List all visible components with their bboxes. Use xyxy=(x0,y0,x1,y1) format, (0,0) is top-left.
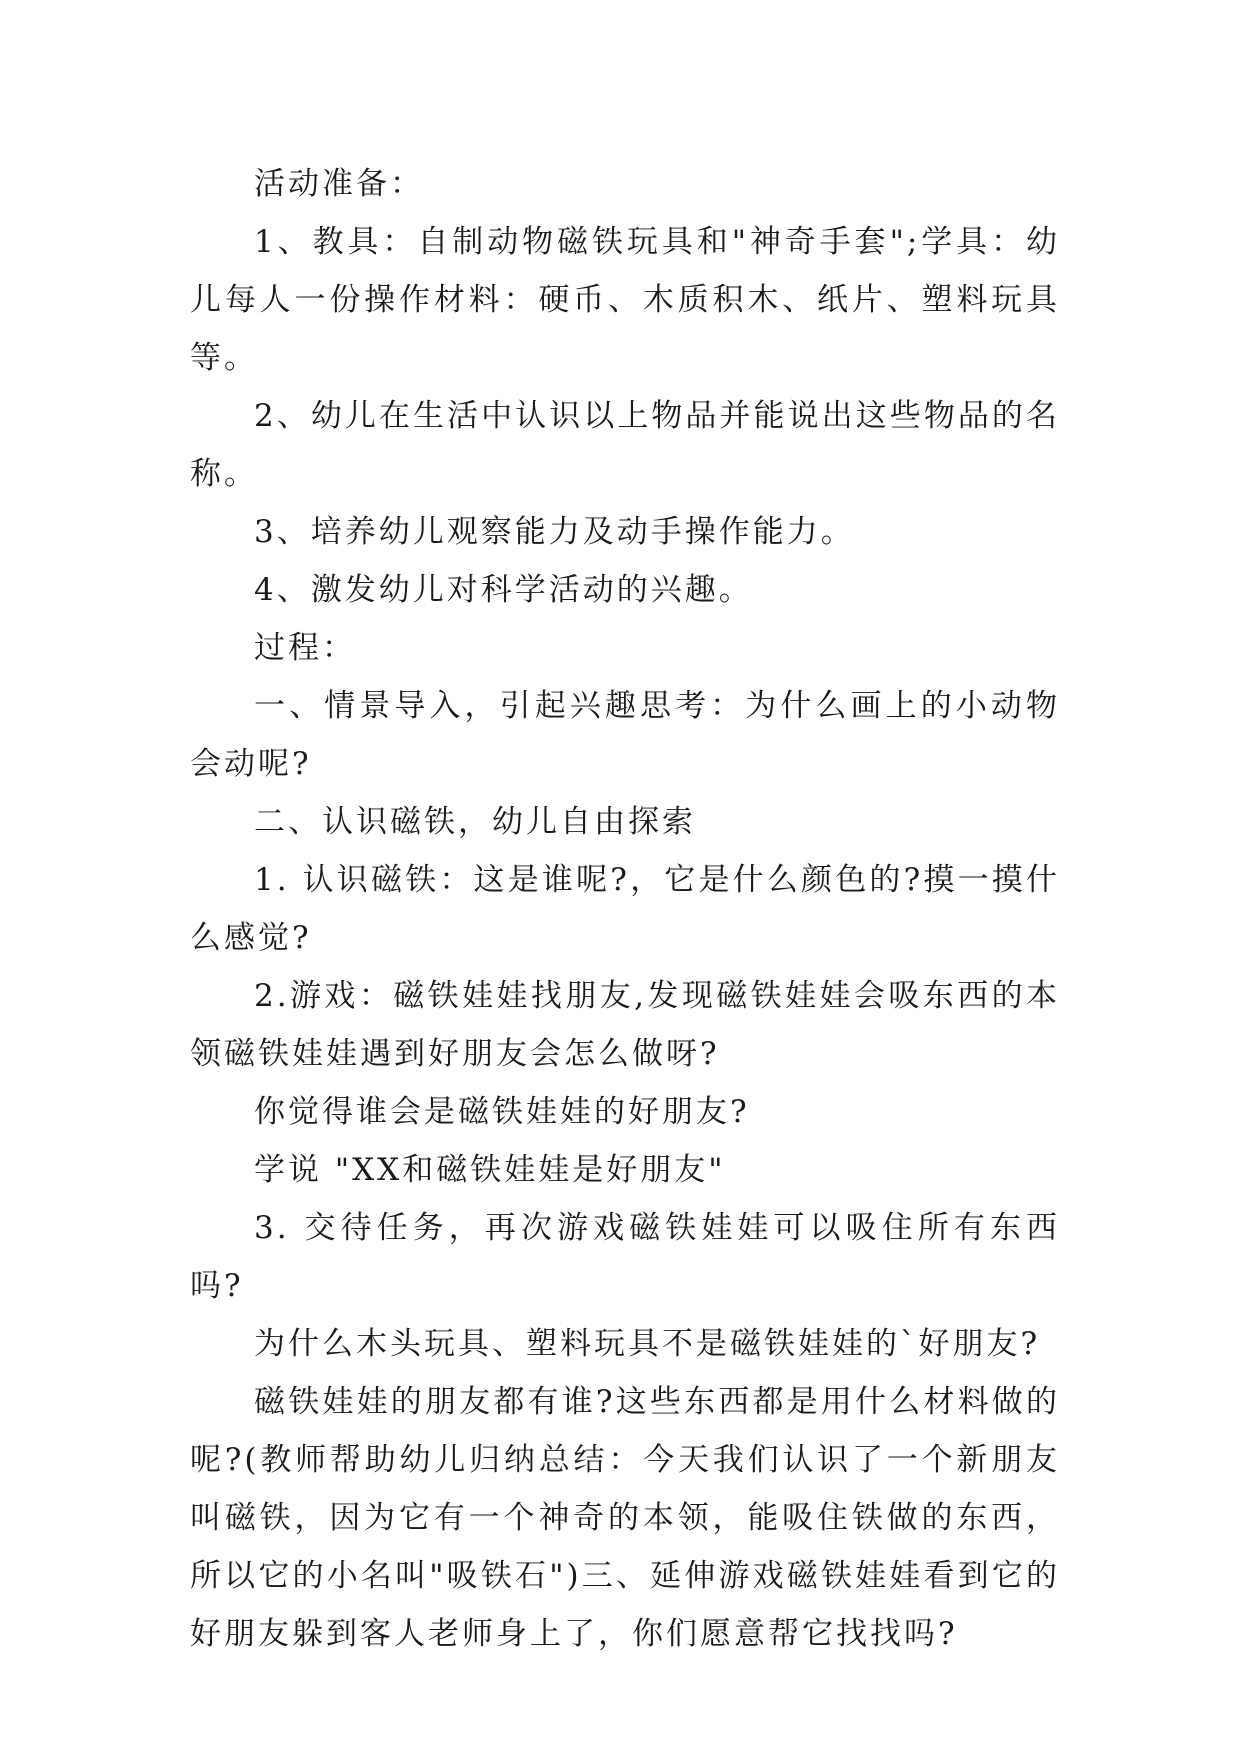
paragraph-explore-magnet: 二、认识磁铁，幼儿自由探索 xyxy=(254,804,696,840)
paragraph-summary: 磁铁娃娃的朋友都有谁?这些东西都是用什么材料做的呢?(教师帮助幼儿归纳总结：今天我们认识了一个新朋友叫磁铁，因为它有一个神奇的本领，能吸住铁做的东西，所以它的小名叫"吸铁石")三、延伸游戏磁铁娃娃看到它的好朋友躲到客人老师身上了，你们愿意帮它找找吗? xyxy=(190,1384,1060,1652)
paragraph-know-magnet: 1. 认识磁铁：这是谁呢?，它是什么颜色的?摸一摸什么感觉? xyxy=(190,862,1060,956)
heading-preparation: 活动准备： xyxy=(254,166,424,202)
paragraph-recognize-items: 2、幼儿在生活中认识以上物品并能说出这些物品的名称。 xyxy=(190,398,1060,492)
paragraph-who-is-friend: 你觉得谁会是磁铁娃娃的好朋友? xyxy=(254,1094,750,1130)
paragraph-interest: 4、激发幼儿对科学活动的兴趣。 xyxy=(254,572,753,608)
paragraph-why-not-friends: 为什么木头玩具、塑料玩具不是磁铁娃娃的`好朋友? xyxy=(254,1326,1041,1362)
paragraph-task: 3. 交待任务，再次游戏磁铁娃娃可以吸住所有东西吗? xyxy=(190,1210,1060,1304)
paragraph-learn-to-say: 学说 "XX和磁铁娃娃是好朋友" xyxy=(254,1152,726,1188)
paragraph-scene-intro: 一、情景导入，引起兴趣思考：为什么画上的小动物会动呢? xyxy=(190,688,1060,782)
paragraph-teaching-aids: 1、教具：自制动物磁铁玩具和"神奇手套";学具：幼儿每人一份操作材料：硬币、木质积木、纸片、塑料玩具等。 xyxy=(190,224,1060,376)
document-body xyxy=(190,155,1060,1663)
paragraph-observation-ability: 3、培养幼儿观察能力及动手操作能力。 xyxy=(254,514,855,550)
paragraph-game-friends: 2.游戏：磁铁娃娃找朋友,发现磁铁娃娃会吸东西的本领磁铁娃娃遇到好朋友会怎么做呀? xyxy=(190,978,1060,1072)
heading-process: 过程： xyxy=(254,630,356,666)
